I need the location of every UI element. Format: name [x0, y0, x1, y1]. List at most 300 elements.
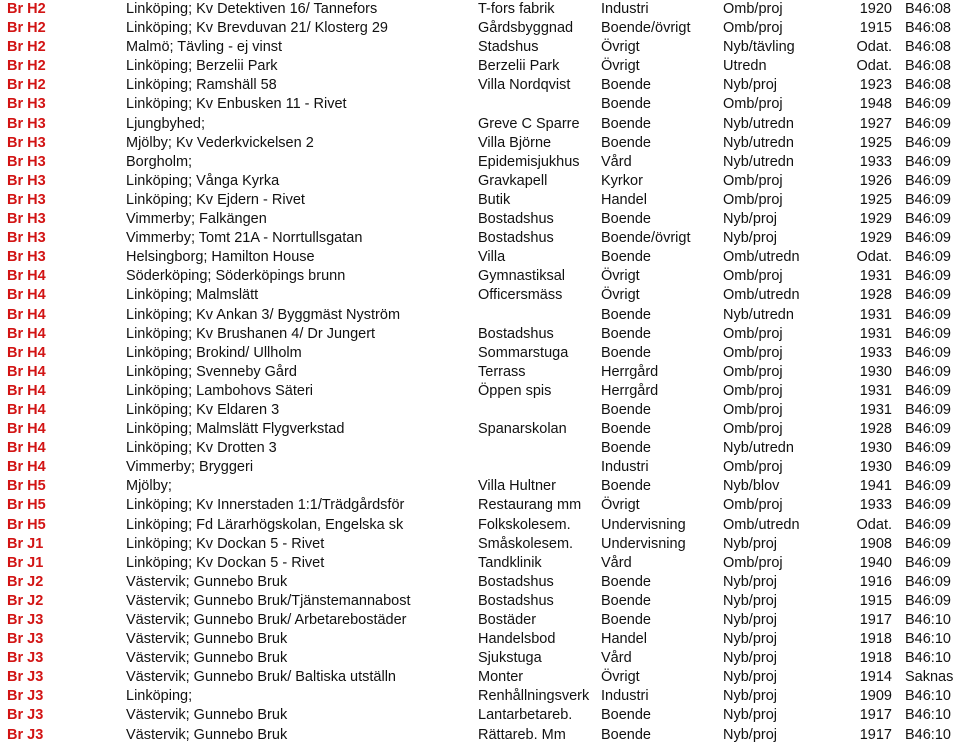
category: Boende: [601, 96, 651, 113]
list-item: [0, 363, 960, 382]
place-project: Västervik; Gunnebo Bruk/Tjänstemannabost: [126, 592, 411, 609]
place-project: Linköping; Brokind/ Ullholm: [126, 344, 302, 361]
list-item: [0, 458, 960, 477]
category: Vård: [601, 554, 632, 571]
category: Vård: [601, 650, 632, 667]
year: 1918: [859, 650, 892, 667]
work-type: Omb/proj: [723, 325, 783, 342]
volume-ref: B46:09: [905, 363, 951, 380]
work-type: Nyb/proj: [723, 535, 777, 552]
category: Industri: [601, 688, 649, 705]
archive-code: Br H3: [7, 211, 46, 228]
building: Epidemisjukhus: [478, 153, 580, 170]
year: 1933: [859, 153, 892, 170]
year: 1914: [859, 669, 892, 686]
year: 1930: [859, 459, 892, 476]
archive-code: Br J1: [7, 535, 44, 552]
archive-code: Br H4: [7, 459, 46, 476]
work-type: Omb/proj: [723, 1, 783, 17]
place-project: Linköping; Kv Brushanen 4/ Dr Jungert: [126, 325, 376, 342]
archive-code: Br H4: [7, 421, 46, 438]
building: Villa Nordqvist: [478, 77, 571, 94]
year: 1940: [859, 554, 892, 571]
year: 1917: [859, 612, 892, 628]
work-type: Nyb/tävling: [723, 39, 795, 56]
archive-code: Br J3: [7, 612, 44, 628]
place-project: Mjölby; Kv Vederkvickelsen 2: [126, 134, 314, 151]
list-item: [0, 306, 960, 325]
archive-code: Br H4: [7, 344, 46, 361]
archive-code: Br H3: [7, 134, 46, 151]
volume-ref: B46:09: [905, 96, 951, 113]
list-item: [0, 0, 960, 19]
category: Boende: [601, 592, 651, 609]
volume-ref: B46:09: [905, 172, 951, 189]
work-type: Omb/utredn: [723, 516, 800, 533]
work-type: Nyb/utredn: [723, 115, 794, 132]
place-project: Västervik; Gunnebo Bruk/ Baltiska utställn: [126, 669, 396, 686]
list-item: [0, 554, 960, 573]
volume-ref: B46:09: [905, 325, 951, 342]
list-item: [0, 516, 960, 535]
volume-ref: B46:09: [905, 421, 951, 438]
year: 1930: [859, 363, 892, 380]
archive-code: Br J3: [7, 707, 44, 724]
category: Boende: [601, 440, 651, 457]
archive-code: Br H3: [7, 249, 46, 266]
work-type: Omb/proj: [723, 20, 783, 37]
year: 1928: [859, 287, 892, 304]
place-project: Linköping; Kv Dockan 5 - Rivet: [126, 535, 325, 552]
volume-ref: B46:09: [905, 535, 951, 552]
building: Bostadshus: [478, 592, 554, 609]
work-type: Omb/proj: [723, 382, 783, 399]
volume-ref: B46:08: [905, 20, 951, 37]
work-type: Nyb/proj: [723, 707, 777, 724]
archive-code: Br H3: [7, 115, 46, 132]
year: Odat.: [856, 249, 892, 266]
year: 1916: [859, 573, 892, 590]
work-type: Omb/proj: [723, 554, 783, 571]
building: Gårdsbyggnad: [478, 20, 574, 37]
list-item: [0, 19, 960, 38]
work-type: Nyb/proj: [723, 650, 777, 667]
year: Odat.: [856, 39, 892, 56]
building: Handelsbod: [478, 631, 556, 648]
list-item: [0, 325, 960, 344]
list-item: [0, 439, 960, 458]
building: Bostadshus: [478, 325, 554, 342]
list-item: [0, 496, 960, 515]
category: Boende: [601, 401, 651, 418]
building: Stadshus: [478, 39, 539, 56]
year: Odat.: [856, 58, 892, 75]
place-project: Ljungbyhed;: [126, 115, 206, 132]
category: Boende: [601, 726, 651, 743]
year: 1923: [859, 77, 892, 94]
work-type: Nyb/blov: [723, 478, 780, 495]
year: 1926: [859, 172, 892, 189]
building: Butik: [478, 191, 511, 208]
place-project: Linköping; Kv Ejdern - Rivet: [126, 191, 305, 208]
place-project: Västervik; Gunnebo Bruk/ Arbetarebostäder: [126, 612, 407, 628]
year: 1948: [859, 96, 892, 113]
year: 1931: [859, 401, 892, 418]
list-item: [0, 535, 960, 554]
year: 1931: [859, 325, 892, 342]
building: Sommarstuga: [478, 344, 569, 361]
work-type: Omb/proj: [723, 191, 783, 208]
work-type: Nyb/utredn: [723, 134, 794, 151]
building: Spanarskolan: [478, 421, 567, 438]
work-type: Nyb/proj: [723, 573, 777, 590]
building: Småskolesem.: [478, 535, 574, 552]
work-type: Nyb/proj: [723, 688, 777, 705]
archive-code: Br H3: [7, 230, 46, 247]
year: 1933: [859, 344, 892, 361]
work-type: Omb/proj: [723, 268, 783, 285]
category: Boende: [601, 707, 651, 724]
category: Industri: [601, 1, 649, 17]
volume-ref: B46:09: [905, 115, 951, 132]
volume-ref: B46:08: [905, 1, 951, 17]
building: Folkskolesem.: [478, 516, 571, 533]
archive-code: Br J3: [7, 650, 44, 667]
building: Öppen spis: [478, 382, 552, 399]
category: Herrgård: [601, 363, 659, 380]
list-item: [0, 248, 960, 267]
place-project: Linköping; Kv Ankan 3/ Byggmäst Nyström: [126, 306, 401, 323]
place-project: Linköping;: [126, 688, 193, 705]
volume-ref: B46:08: [905, 39, 951, 56]
year: 1920: [859, 1, 892, 17]
year: 1925: [859, 134, 892, 151]
volume-ref: B46:09: [905, 478, 951, 495]
archive-code: Br H3: [7, 153, 46, 170]
list-item: [0, 401, 960, 420]
building: Gymnastiksal: [478, 268, 566, 285]
place-project: Linköping; Malmslätt Flygverkstad: [126, 421, 345, 438]
volume-ref: B46:10: [905, 650, 951, 667]
category: Övrigt: [601, 268, 640, 285]
list-item: [0, 592, 960, 611]
list-item: [0, 649, 960, 668]
list-item: [0, 229, 960, 248]
category: Övrigt: [601, 669, 640, 686]
place-project: Mjölby;: [126, 478, 172, 495]
volume-ref: B46:09: [905, 134, 951, 151]
work-type: Omb/proj: [723, 96, 783, 113]
place-project: Borgholm;: [126, 153, 193, 170]
work-type: Omb/utredn: [723, 287, 800, 304]
archive-code: Br H3: [7, 96, 46, 113]
building: Villa Björne: [478, 134, 552, 151]
volume-ref: B46:09: [905, 440, 951, 457]
year: 1930: [859, 440, 892, 457]
place-project: Linköping; Kv Dockan 5 - Rivet: [126, 554, 325, 571]
archive-code: Br H4: [7, 306, 46, 323]
archive-code: Br H2: [7, 77, 46, 94]
list-item: [0, 344, 960, 363]
list-item: [0, 477, 960, 496]
place-project: Linköping; Ramshäll 58: [126, 77, 277, 94]
work-type: Nyb/proj: [723, 669, 777, 686]
category: Boende: [601, 612, 651, 628]
building: Rättareb. Mm: [478, 726, 566, 743]
list-item: [0, 210, 960, 229]
year: 1928: [859, 421, 892, 438]
archive-code: Br J3: [7, 688, 44, 705]
category: Boende: [601, 306, 651, 323]
volume-ref: B46:09: [905, 230, 951, 247]
archive-code: Br H4: [7, 382, 46, 399]
list-item: [0, 172, 960, 191]
volume-ref: B46:09: [905, 516, 951, 533]
year: 1927: [859, 115, 892, 132]
place-project: Västervik; Gunnebo Bruk: [126, 650, 288, 667]
place-project: Linköping; Berzelii Park: [126, 58, 278, 75]
place-project: Västervik; Gunnebo Bruk: [126, 726, 288, 743]
work-type: Nyb/utredn: [723, 153, 794, 170]
category: Boende/övrigt: [601, 20, 691, 37]
volume-ref: B46:08: [905, 58, 951, 75]
volume-ref: B46:10: [905, 726, 951, 743]
building: Lantarbetareb.: [478, 707, 573, 724]
work-type: Omb/proj: [723, 363, 783, 380]
building: Bostadshus: [478, 573, 554, 590]
volume-ref: B46:09: [905, 191, 951, 208]
place-project: Västervik; Gunnebo Bruk: [126, 573, 288, 590]
category: Boende/övrigt: [601, 230, 691, 247]
volume-ref: B46:09: [905, 249, 951, 266]
year: 1917: [859, 726, 892, 743]
place-project: Linköping; Malmslätt: [126, 287, 259, 304]
place-project: Malmö; Tävling - ej vinst: [126, 39, 283, 56]
category: Boende: [601, 421, 651, 438]
work-type: Nyb/utredn: [723, 306, 794, 323]
list-item: [0, 57, 960, 76]
place-project: Linköping; Svenneby Gård: [126, 363, 297, 380]
building: Terrass: [478, 363, 526, 380]
volume-ref: B46:09: [905, 268, 951, 285]
work-type: Omb/proj: [723, 344, 783, 361]
volume-ref: B46:09: [905, 497, 951, 514]
building: Sjukstuga: [478, 650, 542, 667]
volume-ref: B46:09: [905, 459, 951, 476]
archive-code: Br H4: [7, 268, 46, 285]
work-type: Omb/proj: [723, 401, 783, 418]
archive-code: Br H2: [7, 39, 46, 56]
list-item: [0, 726, 960, 745]
list-item: [0, 706, 960, 725]
list-item: [0, 611, 960, 630]
year: 1931: [859, 382, 892, 399]
list-item: [0, 153, 960, 172]
building: Villa: [478, 249, 506, 266]
list-item: [0, 687, 960, 706]
list-item: [0, 420, 960, 439]
volume-ref: B46:09: [905, 211, 951, 228]
category: Undervisning: [601, 535, 686, 552]
volume-ref: B46:09: [905, 554, 951, 571]
building: Bostäder: [478, 612, 537, 628]
building: Officersmäss: [478, 287, 563, 304]
work-type: Utredn: [723, 58, 767, 75]
work-type: Nyb/proj: [723, 612, 777, 628]
place-project: Linköping; Fd Lärarhögskolan, Engelska sk: [126, 516, 404, 533]
year: 1929: [859, 230, 892, 247]
volume-ref: B46:10: [905, 688, 951, 705]
place-project: Linköping; Kv Brevduvan 21/ Klosterg 29: [126, 20, 388, 37]
year: 1941: [859, 478, 892, 495]
work-type: Omb/proj: [723, 421, 783, 438]
category: Boende: [601, 344, 651, 361]
list-item: [0, 134, 960, 153]
category: Undervisning: [601, 516, 686, 533]
building: Monter: [478, 669, 524, 686]
volume-ref: B46:09: [905, 592, 951, 609]
list-item: [0, 267, 960, 286]
year: 1909: [859, 688, 892, 705]
list-item: [0, 630, 960, 649]
work-type: Nyb/proj: [723, 211, 777, 228]
volume-ref: B46:10: [905, 612, 951, 628]
building: T-fors fabrik: [478, 1, 555, 17]
place-project: Linköping; Kv Drotten 3: [126, 440, 277, 457]
work-type: Nyb/proj: [723, 726, 777, 743]
volume-ref: B46:09: [905, 382, 951, 399]
archive-code: Br J2: [7, 573, 44, 590]
archive-code: Br H5: [7, 497, 46, 514]
archive-code: Br H2: [7, 20, 46, 37]
work-type: Omb/proj: [723, 497, 783, 514]
place-project: Linköping; Kv Detektiven 16/ Tannefors: [126, 1, 378, 17]
work-type: Omb/proj: [723, 459, 783, 476]
year: 1908: [859, 535, 892, 552]
archive-code: Br H3: [7, 172, 46, 189]
category: Övrigt: [601, 39, 640, 56]
archive-code: Br H4: [7, 325, 46, 342]
list-item: [0, 95, 960, 114]
archive-code: Br H2: [7, 58, 46, 75]
archive-code: Br J2: [7, 592, 44, 609]
work-type: Nyb/proj: [723, 77, 777, 94]
year: 1915: [859, 592, 892, 609]
building: Bostadshus: [478, 211, 554, 228]
building: Restaurang mm: [478, 497, 582, 514]
category: Vård: [601, 153, 632, 170]
archive-code: Br H5: [7, 478, 46, 495]
volume-ref: B46:08: [905, 77, 951, 94]
volume-ref: B46:09: [905, 573, 951, 590]
place-project: Vimmerby; Falkängen: [126, 211, 267, 228]
list-item: [0, 668, 960, 687]
building: Berzelii Park: [478, 58, 560, 75]
volume-ref: B46:09: [905, 153, 951, 170]
volume-ref: B46:09: [905, 287, 951, 304]
work-type: Nyb/proj: [723, 592, 777, 609]
volume-ref: B46:09: [905, 306, 951, 323]
archive-code: Br H4: [7, 401, 46, 418]
place-project: Linköping; Vånga Kyrka: [126, 172, 280, 189]
year: 1925: [859, 191, 892, 208]
category: Boende: [601, 325, 651, 342]
place-project: Vimmerby; Bryggeri: [126, 459, 254, 476]
archive-code: Br J3: [7, 669, 44, 686]
list-item: [0, 76, 960, 95]
archive-code: Br H3: [7, 191, 46, 208]
category: Boende: [601, 249, 651, 266]
list-item: [0, 286, 960, 305]
category: Handel: [601, 191, 647, 208]
archive-code: Br H4: [7, 287, 46, 304]
place-project: Linköping; Lambohovs Säteri: [126, 382, 314, 399]
list-item: [0, 38, 960, 57]
category: Industri: [601, 459, 649, 476]
building: Gravkapell: [478, 172, 548, 189]
volume-ref: B46:09: [905, 401, 951, 418]
category: Kyrkor: [601, 172, 643, 189]
volume-ref: B46:10: [905, 707, 951, 724]
volume-ref: Saknas: [905, 669, 954, 686]
category: Boende: [601, 115, 651, 132]
building: Bostadshus: [478, 230, 554, 247]
building: Villa Hultner: [478, 478, 556, 495]
work-type: Nyb/utredn: [723, 440, 794, 457]
work-type: Nyb/proj: [723, 631, 777, 648]
volume-ref: B46:10: [905, 631, 951, 648]
list-item: [0, 115, 960, 134]
archive-code: Br H4: [7, 440, 46, 457]
category: Boende: [601, 211, 651, 228]
place-project: Söderköping; Söderköpings brunn: [126, 268, 346, 285]
archive-code: Br J3: [7, 726, 44, 743]
archive-code: Br J1: [7, 554, 44, 571]
category: Övrigt: [601, 287, 640, 304]
archive-code: Br H5: [7, 516, 46, 533]
place-project: Västervik; Gunnebo Bruk: [126, 631, 288, 648]
volume-ref: B46:09: [905, 344, 951, 361]
year: 1918: [859, 631, 892, 648]
archive-code: Br H2: [7, 1, 46, 17]
archive-code: Br H4: [7, 363, 46, 380]
year: 1917: [859, 707, 892, 724]
place-project: Helsingborg; Hamilton House: [126, 249, 315, 266]
year: 1933: [859, 497, 892, 514]
category: Övrigt: [601, 58, 640, 75]
year: 1931: [859, 268, 892, 285]
place-project: Västervik; Gunnebo Bruk: [126, 707, 288, 724]
category: Boende: [601, 134, 651, 151]
place-project: Linköping; Kv Enbusken 11 - Rivet: [126, 96, 347, 113]
work-type: Omb/utredn: [723, 249, 800, 266]
building: Renhållningsverk: [478, 688, 590, 705]
category: Handel: [601, 631, 647, 648]
list-item: [0, 191, 960, 210]
building: Greve C Sparre: [478, 115, 580, 132]
place-project: Linköping; Kv Eldaren 3: [126, 401, 280, 418]
year: 1915: [859, 20, 892, 37]
category: Herrgård: [601, 382, 659, 399]
year: 1929: [859, 211, 892, 228]
category: Övrigt: [601, 497, 640, 514]
place-project: Linköping; Kv Innerstaden 1:1/Trädgårdsför: [126, 497, 405, 514]
list-item: [0, 573, 960, 592]
building: Tandklinik: [478, 554, 542, 571]
work-type: Nyb/proj: [723, 230, 777, 247]
category: Boende: [601, 77, 651, 94]
place-project: Vimmerby; Tomt 21A - Norrtullsgatan: [126, 230, 363, 247]
